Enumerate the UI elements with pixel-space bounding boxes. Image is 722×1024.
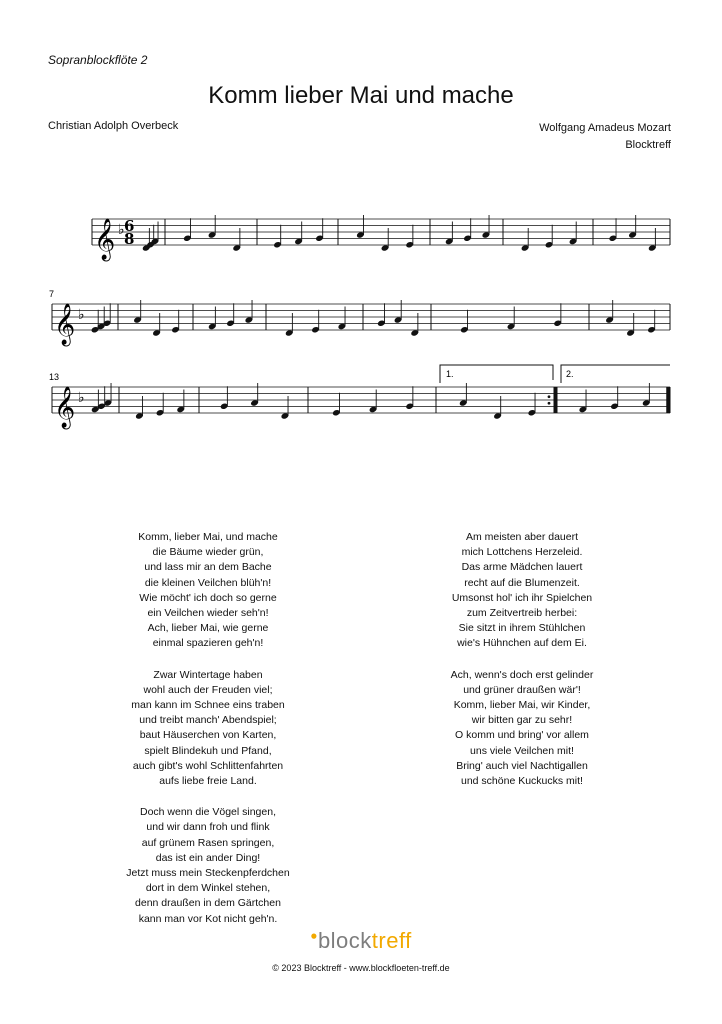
time-signature-bottom: 8 bbox=[124, 230, 135, 248]
key-flat-icon: ♭ bbox=[78, 307, 85, 323]
staff-system bbox=[92, 215, 670, 261]
blocktreff-logo bbox=[0, 928, 722, 954]
verse-line: und grüner draußen wär'! bbox=[463, 683, 581, 696]
verse-line: Bring' auch viel Nachtigallen bbox=[456, 759, 588, 772]
verse-line: kann man vor Kot nicht geh'n. bbox=[138, 912, 278, 925]
verse-3 bbox=[78, 805, 338, 927]
volta-label-2: 2. bbox=[566, 369, 574, 379]
verse-4 bbox=[392, 530, 652, 652]
volta-bracket-1 bbox=[440, 365, 553, 383]
verse-line: Komm, lieber Mai, wir Kinder, bbox=[453, 699, 591, 712]
sheet-music-score bbox=[0, 0, 722, 460]
verse-line: auch gibt's wohl Schlittenfahrten bbox=[132, 759, 284, 772]
verse-line: und schöne Kuckucks mit! bbox=[461, 775, 583, 788]
verse-line: Sie sitzt in ihrem Stühlchen bbox=[458, 622, 586, 635]
verse-line: wie's Hühnchen auf dem Ei. bbox=[457, 637, 587, 650]
verse-line: Umsonst hol' ich ihr Spielchen bbox=[451, 591, 593, 604]
measure-number: 7 bbox=[49, 289, 55, 299]
treble-clef-icon: 𝄞 bbox=[54, 387, 76, 428]
verse-line: die kleinen Veilchen blüh'n! bbox=[144, 576, 272, 589]
treble-clef-icon: 𝄞 bbox=[54, 304, 76, 345]
verse-line: und wir dann froh und flink bbox=[146, 821, 270, 834]
verse-line: Jetzt muss mein Steckenpferdchen bbox=[126, 867, 290, 880]
copyright-footer: © 2023 Blocktreff - www.blockfloeten-treff.de bbox=[272, 963, 450, 973]
verse-line: recht auf die Blumenzeit. bbox=[464, 576, 580, 589]
logo-text-part2: treff bbox=[371, 928, 412, 953]
lyricist-name: Christian Adolph Overbeck bbox=[48, 120, 179, 132]
repeat-dot bbox=[548, 402, 551, 405]
time-signature-top: 6 bbox=[124, 217, 135, 235]
staff-system bbox=[52, 383, 670, 429]
verse-line: und treibt manch' Abendspiel; bbox=[139, 714, 277, 727]
staff-system bbox=[52, 300, 670, 346]
verse-line: Zwar Wintertage haben bbox=[153, 668, 263, 681]
verse-line: uns viele Veilchen mit! bbox=[470, 744, 574, 757]
verse-line: baut Häuserchen von Karten, bbox=[139, 729, 277, 742]
arranger-name: Blocktreff bbox=[625, 139, 671, 151]
verse-line: und lass mir an dem Bache bbox=[144, 561, 272, 574]
verse-line: O komm und bring' vor allem bbox=[455, 729, 589, 742]
verse-line: Wie möcht' ich doch so gerne bbox=[139, 591, 277, 604]
verse-line: Ach, lieber Mai, wie gerne bbox=[147, 622, 269, 635]
verses-left-column bbox=[78, 530, 338, 943]
verse-line: das ist ein ander Ding! bbox=[155, 851, 261, 864]
song-title: Komm lieber Mai und mache bbox=[208, 82, 514, 109]
verse-line: wohl auch der Freuden viel; bbox=[143, 683, 273, 696]
verse-line: dort in dem Winkel stehen, bbox=[145, 882, 271, 895]
verse-line: Doch wenn die Vögel singen, bbox=[139, 806, 276, 819]
verse-5 bbox=[392, 668, 652, 790]
verse-line: aufs liebe freie Land. bbox=[159, 775, 257, 788]
verse-line: mich Lottchens Herzeleid. bbox=[461, 546, 583, 559]
verse-line: denn draußen in dem Gärtchen bbox=[135, 897, 281, 910]
instrument-label: Sopranblockflöte 2 bbox=[48, 53, 148, 67]
volta-label-1: 1. bbox=[446, 369, 454, 379]
volta-bracket-2 bbox=[561, 365, 670, 383]
verse-2 bbox=[78, 668, 338, 790]
verse-line: zum Zeitvertreib herbei: bbox=[466, 607, 578, 620]
verse-line: Komm, lieber Mai, und mache bbox=[138, 531, 278, 543]
logo-text-part1: block bbox=[317, 928, 372, 953]
verse-line: ein Veilchen wieder seh'n! bbox=[147, 607, 269, 620]
key-flat-icon: ♭ bbox=[78, 390, 85, 406]
verse-line: Am meisten aber dauert bbox=[465, 531, 579, 543]
verse-line: einmal spazieren geh'n! bbox=[152, 637, 264, 650]
logo-dot-icon: ● bbox=[310, 928, 318, 943]
treble-clef-icon: 𝄞 bbox=[94, 219, 116, 260]
verse-line: Das arme Mädchen lauert bbox=[461, 561, 583, 574]
measure-number: 13 bbox=[49, 372, 60, 382]
composer-name: Wolfgang Amadeus Mozart bbox=[539, 122, 671, 134]
verse-line: man kann im Schnee eins traben bbox=[131, 699, 285, 712]
verse-line: wir bitten gar zu sehr! bbox=[471, 714, 573, 727]
key-flat-icon: ♭ bbox=[118, 222, 125, 238]
verse-line: spielt Blindekuh und Pfand, bbox=[144, 744, 272, 757]
repeat-dot bbox=[548, 395, 551, 398]
verse-line: auf grünem Rasen springen, bbox=[141, 836, 275, 849]
verse-line: die Bäume wieder grün, bbox=[152, 546, 264, 559]
verse-line: Ach, wenn's doch erst gelinder bbox=[450, 668, 594, 681]
verses-right-column bbox=[392, 530, 652, 805]
verse-1 bbox=[78, 530, 338, 652]
